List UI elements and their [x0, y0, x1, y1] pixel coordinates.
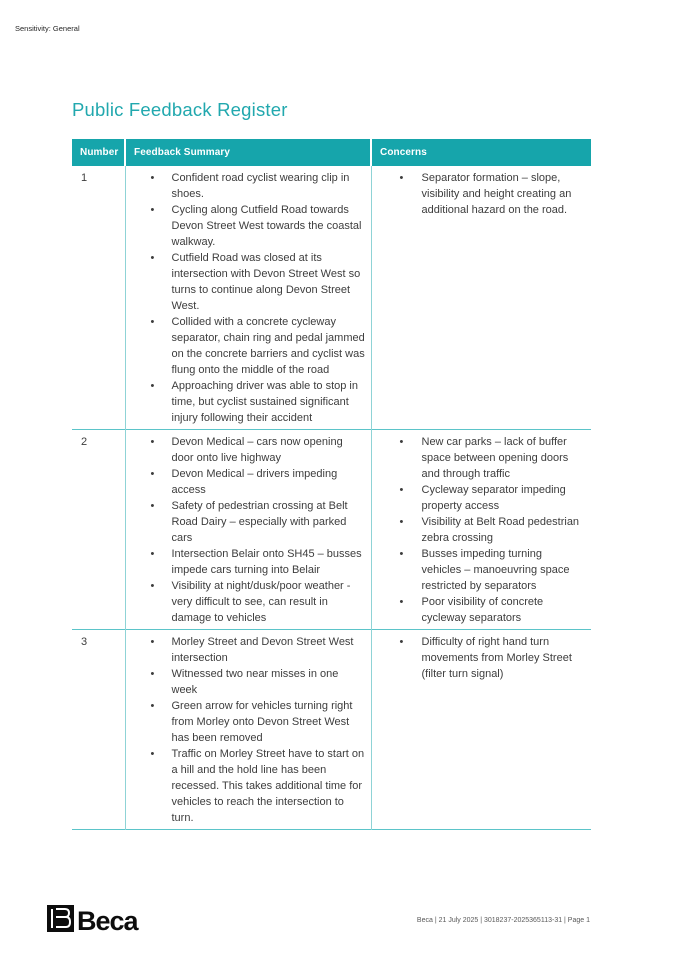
concerns-list [372, 634, 592, 682]
list-item: • Witnessed two near misses in one week [126, 666, 371, 698]
sensitivity-label: Sensitivity: General [15, 24, 80, 33]
page-title: Public Feedback Register [72, 99, 288, 120]
summary-list [126, 434, 371, 626]
concerns-list [372, 170, 592, 218]
table-header-row [72, 139, 591, 166]
summary-list [126, 170, 371, 426]
list-item: • New car parks – lack of buffer space between opening doors and through traffic [372, 434, 592, 482]
column-header-number: Number [72, 139, 125, 166]
list-item: • Busses impeding turning vehicles – manoeuvring space restricted by separators [372, 546, 592, 594]
concerns-cell [371, 630, 591, 830]
feedback-summary-cell [125, 166, 371, 430]
beca-logo-text: Beca [77, 905, 138, 936]
list-item: • Cycling along Cutfield Road towards Devon Street West towards the coastal walkway. [126, 202, 371, 250]
list-item: • Devon Medical – drivers impeding access [126, 466, 371, 498]
concerns-list [372, 434, 592, 626]
list-item: • Collided with a concrete cycleway separator, chain ring and pedal jammed on the concrete barriers and cyclist was flung onto the middle of the road [126, 314, 371, 378]
beca-logo-icon [47, 905, 74, 937]
column-header-concerns: Concerns [371, 139, 591, 166]
summary-list [126, 634, 371, 826]
number-cell: 2 [81, 436, 88, 448]
footer-meta: Beca | 21 July 2025 | 3018237-2025365113-31 | Page 1 [416, 917, 590, 924]
number-cell: 1 [81, 172, 88, 184]
table-row [72, 430, 591, 630]
document-body [72, 100, 591, 830]
concerns-cell [371, 430, 591, 630]
table-row [72, 630, 591, 830]
list-item: • Approaching driver was able to stop in time, but cyclist sustained significant injury following their accident [126, 378, 371, 426]
number-cell: 3 [81, 636, 88, 648]
list-item: • Difficulty of right hand turn movements from Morley Street (filter turn signal) [372, 634, 592, 682]
list-item: • Traffic on Morley Street have to start on a hill and the hold line has been recessed. This takes additional time for vehicles to reach the intersection to turn. [126, 746, 371, 826]
list-item: • Green arrow for vehicles turning right from Morley onto Devon Street West has been removed [126, 698, 371, 746]
list-item: • Safety of pedestrian crossing at Belt Road Dairy – especially with parked cars [126, 498, 371, 546]
list-item: • Cutfield Road was closed at its intersection with Devon Street West so turns to continue along Devon Street West. [126, 250, 371, 314]
list-item: • Visibility at night/dusk/poor weather - very difficult to see, can result in damage to vehicles [126, 578, 371, 626]
list-item: • Cycleway separator impeding property access [372, 482, 592, 514]
list-item: • Separator formation – slope, visibility and height creating an additional hazard on the road. [372, 170, 592, 218]
list-item: • Visibility at Belt Road pedestrian zebra crossing [372, 514, 592, 546]
column-header-feedback-summary: Feedback Summary [125, 139, 371, 166]
list-item: • Confident road cyclist wearing clip in shoes. [126, 170, 371, 202]
list-item: • Morley Street and Devon Street West intersection [126, 634, 371, 666]
list-item: • Intersection Belair onto SH45 – busses impede cars turning into Belair [126, 546, 371, 578]
beca-logo [47, 905, 138, 937]
feedback-table-body [72, 166, 591, 830]
table-row [72, 166, 591, 430]
concerns-cell [371, 166, 591, 430]
feedback-summary-cell [125, 630, 371, 830]
feedback-summary-cell [125, 430, 371, 630]
list-item: • Devon Medical – cars now opening door onto live highway [126, 434, 371, 466]
list-item: • Poor visibility of concrete cycleway separators [372, 594, 592, 626]
feedback-register-table [72, 139, 591, 830]
